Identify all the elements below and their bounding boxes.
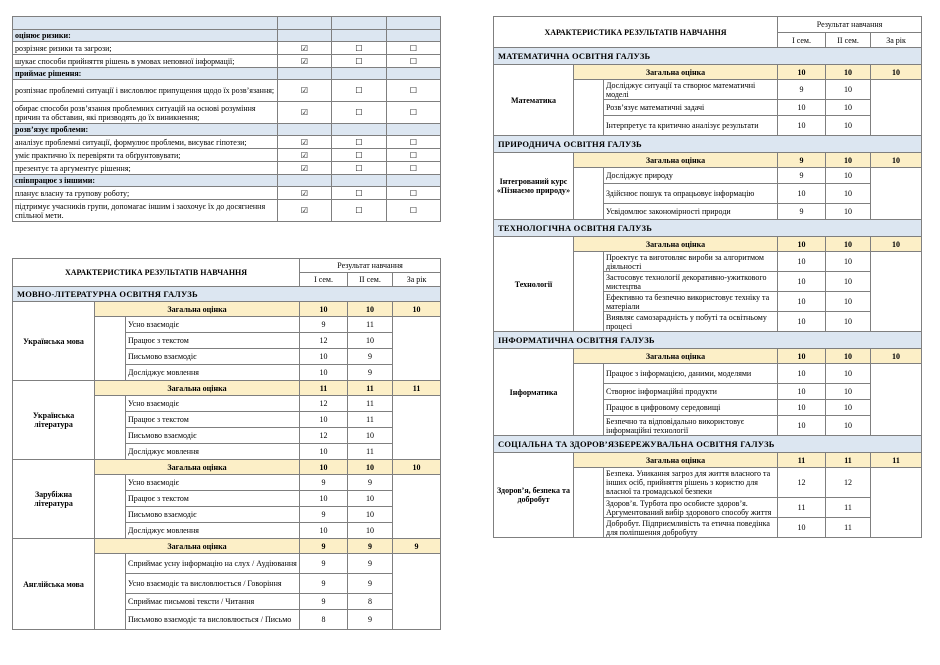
sem1-value: 12 [778,468,826,498]
subject-name: Англійська мова [13,539,95,630]
sem2-value: 10 [826,80,871,100]
general-grade-label: Загальна оцінка [574,349,778,364]
sem2-value: 9 [348,475,393,491]
sem2-value: 9 [348,349,393,365]
sem2-value: 11 [348,317,393,333]
section-blank-cell [278,175,332,187]
sem1-value: 9 [300,574,348,594]
sem2-value: 10 [826,384,871,400]
sem1-value: 10 [300,365,348,381]
competence-row [13,200,441,222]
sem1-value: 10 [778,116,826,136]
sem1-value: 10 [778,416,826,436]
general-grade-value: 10 [393,302,441,317]
year-blank-cell [393,396,441,460]
unchecked-checkbox-icon: ☐ [387,136,441,149]
domain-row [494,136,922,153]
section-blank-cell [278,30,332,42]
sem1-value: 10 [778,518,826,538]
general-grade-value: 11 [826,453,871,468]
competence-row [13,80,441,102]
domain-row [494,332,922,349]
domain-row [13,287,441,302]
unchecked-checkbox-icon: ☐ [332,42,387,55]
result-text: Працює в цифровому середовищі [604,400,778,416]
checked-checkbox-icon: ☑ [278,162,332,175]
competence-row [13,55,441,68]
sem1-value: 12 [300,428,348,444]
section-title: оцінює ризики: [13,30,278,42]
sem1-value: 12 [300,396,348,412]
sem2-value: 10 [826,100,871,116]
section-blank-cell [332,124,387,136]
result-text: Застосовує технології декоративно-ужиткового мистецтва [604,272,778,292]
sem2-value: 10 [348,333,393,349]
sem1-value: 8 [300,610,348,630]
checked-checkbox-icon: ☑ [278,149,332,162]
sem1-value: 10 [300,349,348,365]
section-row [13,124,441,136]
result-text: Письмово взаємодіє [126,507,300,523]
sem1-value: 9 [300,554,348,574]
sem1-value: 10 [300,444,348,460]
result-text: Досліджує мовлення [126,523,300,539]
competence-text: шукає способи прийняття рішень в умовах неповної інформації; [13,55,278,68]
domain-row [494,220,922,237]
sem2-value: 10 [826,292,871,312]
checked-checkbox-icon: ☑ [278,42,332,55]
general-grade-label: Загальна оцінка [574,453,778,468]
general-grade-value: 10 [871,65,922,80]
section-blank-cell [387,175,441,187]
general-grade-row [494,237,922,252]
general-grade-value: 10 [826,65,871,80]
checked-checkbox-icon: ☑ [278,187,332,200]
section-title: приймає рішення: [13,68,278,80]
general-grade-label: Загальна оцінка [95,302,300,317]
general-grade-value: 11 [393,381,441,396]
general-grade-value: 10 [871,153,922,168]
general-grade-value: 9 [393,539,441,554]
checked-checkbox-icon: ☑ [278,200,332,222]
general-grade-row [13,460,441,475]
sem1-header: І сем. [778,33,826,48]
results-group-label [574,468,604,538]
general-grade-value: 10 [778,237,826,252]
general-grade-value: 10 [826,153,871,168]
competence-row [13,149,441,162]
sem2-value: 11 [826,518,871,538]
general-grade-value: 9 [300,539,348,554]
result-text: Письмово взаємодіє [126,349,300,365]
subject-name: Технології [494,237,574,332]
sem2-value: 10 [826,416,871,436]
result-text: Працює з текстом [126,333,300,349]
subject-name: Здоров’я, безпека та добробут [494,453,574,538]
sem2-value: 10 [826,184,871,204]
sem2-value: 10 [348,428,393,444]
competence-text: презентує та аргументує рішення; [13,162,278,175]
sem1-value: 10 [300,412,348,428]
general-grade-value: 9 [348,539,393,554]
sem2-value: 10 [826,400,871,416]
result-text: Безпека. Уникання загроз для життя власного та інших осіб, прийняття рішень з користю для власної та громадської безпеки [604,468,778,498]
general-grade-value: 9 [778,153,826,168]
unchecked-checkbox-icon: ☐ [387,200,441,222]
sem1-value: 9 [300,317,348,333]
year-blank-cell [871,364,922,436]
competence-row [13,187,441,200]
domain-title: ІНФОРМАТИЧНА ОСВІТНЯ ГАЛУЗЬ [494,332,922,349]
sem2-value: 12 [826,468,871,498]
section-title: співпрацює з іншими: [13,175,278,187]
unchecked-checkbox-icon: ☐ [332,80,387,102]
sem2-value: 11 [348,412,393,428]
subject-name: Українська мова [13,302,95,381]
unchecked-checkbox-icon: ☐ [332,102,387,124]
year-blank-cell [393,554,441,630]
sem1-value: 10 [778,400,826,416]
results-header-title: ХАРАКТЕРИСТИКА РЕЗУЛЬТАТІВ НАВЧАННЯ [13,259,300,287]
year-blank-cell [871,168,922,220]
results-header-label: Результат навчання [300,259,441,273]
section-blank-cell [278,124,332,136]
sem2-value: 9 [348,610,393,630]
result-text: Досліджує мовлення [126,444,300,460]
results-table-language [12,258,441,630]
result-text: Письмово взаємодіє [126,428,300,444]
results-group-label [574,80,604,136]
sem1-value: 9 [300,507,348,523]
unchecked-checkbox-icon: ☐ [332,55,387,68]
competence-text: аналізує проблемні ситуації, формулює проблеми, висуває гіпотези; [13,136,278,149]
result-text: Працює з текстом [126,412,300,428]
sem2-value: 11 [826,498,871,518]
sem2-value: 10 [348,523,393,539]
section-blank-cell [387,68,441,80]
sem2-value: 10 [348,491,393,507]
result-text: Усно взаємодіє [126,317,300,333]
domain-title: ПРИРОДНИЧА ОСВІТНЯ ГАЛУЗЬ [494,136,922,153]
sem2-value: 11 [348,444,393,460]
header-band-cell [387,17,441,30]
competence-row [13,136,441,149]
section-title: розв’язує проблеми: [13,124,278,136]
sem1-value: 10 [778,100,826,116]
checked-checkbox-icon: ☑ [278,80,332,102]
general-grade-value: 10 [826,349,871,364]
results-group-label [574,364,604,436]
subject-name: Українська література [13,381,95,460]
result-text: Досліджує мовлення [126,365,300,381]
results-group-label [574,168,604,220]
section-row [13,175,441,187]
subject-name: Математика [494,65,574,136]
competence-text: планує власну та групову роботу; [13,187,278,200]
general-grade-value: 11 [778,453,826,468]
result-text: Усно взаємодіє [126,475,300,491]
general-grade-row [13,302,441,317]
section-row [13,68,441,80]
unchecked-checkbox-icon: ☐ [332,136,387,149]
sem1-value: 10 [778,384,826,400]
general-grade-row [13,381,441,396]
result-text: Усно взаємодіє [126,396,300,412]
year-blank-cell [871,252,922,332]
header-band [13,17,441,30]
result-text: Працює з інформацією, даними, моделями [604,364,778,384]
sem1-value: 9 [300,475,348,491]
result-text: Безпечно та відповідально використовує інформаційні технології [604,416,778,436]
general-grade-label: Загальна оцінка [574,153,778,168]
section-blank-cell [332,30,387,42]
results-header-title: ХАРАКТЕРИСТИКА РЕЗУЛЬТАТІВ НАВЧАННЯ [494,17,778,48]
sem1-value: 10 [300,491,348,507]
unchecked-checkbox-icon: ☐ [332,149,387,162]
result-text: Усно взаємодіє та висловлюється / Говоріння [126,574,300,594]
header-band-cell [13,17,278,30]
sem1-value: 11 [778,498,826,518]
general-grade-value: 10 [871,237,922,252]
competence-text: розрізняє ризики та загрози; [13,42,278,55]
result-text: Проектує та виготовляє вироби за алгоритмом діяльності [604,252,778,272]
result-text: Письмово взаємодіє та висловлюється / Письмо [126,610,300,630]
general-grade-value: 11 [300,381,348,396]
results-group-label [574,252,604,332]
unchecked-checkbox-icon: ☐ [387,42,441,55]
sem2-value: 9 [348,365,393,381]
result-text: Досліджує природу [604,168,778,184]
domain-title: СОЦІАЛЬНА ТА ЗДОРОВ’ЯЗБЕРЕЖУВАЛЬНА ОСВІТНЯ ГАЛУЗЬ [494,436,922,453]
general-grade-label: Загальна оцінка [574,65,778,80]
unchecked-checkbox-icon: ☐ [387,149,441,162]
domain-title: ТЕХНОЛОГІЧНА ОСВІТНЯ ГАЛУЗЬ [494,220,922,237]
general-grade-label: Загальна оцінка [95,539,300,554]
results-table-other [493,16,922,538]
domain-title: МОВНО-ЛІТЕРАТУРНА ОСВІТНЯ ГАЛУЗЬ [13,287,441,302]
result-text: Працює з текстом [126,491,300,507]
year-header: За рік [871,33,922,48]
sem1-value: 10 [778,312,826,332]
header-band-cell [278,17,332,30]
general-grade-value: 10 [348,460,393,475]
sem2-value: 10 [826,204,871,220]
sem2-value: 10 [826,252,871,272]
sem1-value: 10 [300,523,348,539]
domain-title: МАТЕМАТИЧНА ОСВІТНЯ ГАЛУЗЬ [494,48,922,65]
sem1-value: 9 [778,80,826,100]
general-grade-value: 10 [778,65,826,80]
result-text: Розв’язує математичні задачі [604,100,778,116]
sem1-value: 10 [778,292,826,312]
sem2-header: ІІ сем. [348,273,393,287]
results-header-label: Результат навчання [778,17,922,33]
result-text: Інтерпретує та критично аналізує результати [604,116,778,136]
result-text: Усвідомлює закономірності природи [604,204,778,220]
general-grade-value: 10 [300,460,348,475]
competence-table [12,16,441,222]
year-blank-cell [393,317,441,381]
competence-text: розпізнає проблемні ситуації і висловлює припущення щодо їх розв’язання; [13,80,278,102]
results-group-label [95,317,126,381]
section-blank-cell [387,30,441,42]
year-blank-cell [871,80,922,136]
result-text: Досліджує ситуації та створює математичні моделі [604,80,778,100]
year-blank-cell [871,468,922,538]
unchecked-checkbox-icon: ☐ [387,55,441,68]
section-blank-cell [332,68,387,80]
general-grade-row [494,349,922,364]
unchecked-checkbox-icon: ☐ [387,187,441,200]
competence-row [13,102,441,124]
year-header: За рік [393,273,441,287]
sem2-value: 11 [348,396,393,412]
sem2-value: 10 [826,116,871,136]
result-text: Сприймає письмові тексти / Читання [126,594,300,610]
general-grade-value: 10 [348,302,393,317]
general-grade-row [494,153,922,168]
sem1-value: 10 [778,272,826,292]
competence-text: уміє практично їх перевіряти та обґрунтовувати; [13,149,278,162]
general-grade-value: 10 [826,237,871,252]
results-group-label [95,475,126,539]
sem2-value: 10 [826,168,871,184]
general-grade-label: Загальна оцінка [574,237,778,252]
general-grade-value: 11 [348,381,393,396]
checked-checkbox-icon: ☑ [278,55,332,68]
sem2-header: ІІ сем. [826,33,871,48]
sem1-header: І сем. [300,273,348,287]
sem2-value: 10 [826,364,871,384]
sem1-value: 12 [300,333,348,349]
general-grade-row [494,65,922,80]
subject-name: Інтегрований курс «Пізнаємо природу» [494,153,574,220]
unchecked-checkbox-icon: ☐ [332,162,387,175]
checked-checkbox-icon: ☑ [278,136,332,149]
unchecked-checkbox-icon: ☐ [387,102,441,124]
competence-row [13,42,441,55]
unchecked-checkbox-icon: ☐ [332,187,387,200]
unchecked-checkbox-icon: ☐ [387,80,441,102]
sem2-value: 9 [348,574,393,594]
general-grade-value: 10 [871,349,922,364]
result-text: Здоров’я. Турбота про особисте здоров’я. Аргументований вибір здорового способу життя [604,498,778,518]
result-text: Виявляє самозарадність у побуті та освітньому процесі [604,312,778,332]
sem1-value: 9 [778,168,826,184]
results-group-label [95,554,126,630]
header-band-cell [332,17,387,30]
general-grade-row [13,539,441,554]
sem1-value: 10 [778,252,826,272]
general-grade-row [494,453,922,468]
section-blank-cell [332,175,387,187]
sem2-value: 8 [348,594,393,610]
subject-name: Інформатика [494,349,574,436]
sem1-value: 10 [778,364,826,384]
result-text: Добробут. Підприємливість та етична поведінка для поліпшення добробуту [604,518,778,538]
general-grade-value: 10 [300,302,348,317]
unchecked-checkbox-icon: ☐ [387,162,441,175]
year-blank-cell [393,475,441,539]
section-row [13,30,441,42]
result-text: Ефективно та безпечно використовує техніку та матеріали [604,292,778,312]
sem1-value: 9 [300,594,348,610]
checked-checkbox-icon: ☑ [278,102,332,124]
competence-text: підтримує учасників групи, допомагає іншим і заохочує їх до досягнення спільної мети. [13,200,278,222]
section-blank-cell [278,68,332,80]
results-group-label [95,396,126,460]
domain-row [494,48,922,65]
unchecked-checkbox-icon: ☐ [332,200,387,222]
section-blank-cell [387,124,441,136]
general-grade-label: Загальна оцінка [95,460,300,475]
result-text: Сприймає усну інформацію на слух / Аудіювання [126,554,300,574]
subject-name: Зарубіжна література [13,460,95,539]
result-text: Створює інформаційні продукти [604,384,778,400]
sem2-value: 9 [348,554,393,574]
sem2-value: 10 [826,312,871,332]
sem2-value: 10 [348,507,393,523]
general-grade-value: 11 [871,453,922,468]
general-grade-label: Загальна оцінка [95,381,300,396]
result-text: Здійснює пошук та опрацьовує інформацію [604,184,778,204]
sem2-value: 10 [826,272,871,292]
sem1-value: 9 [778,204,826,220]
domain-row [494,436,922,453]
sem1-value: 10 [778,184,826,204]
competence-row [13,162,441,175]
general-grade-value: 10 [393,460,441,475]
general-grade-value: 10 [778,349,826,364]
competence-text: обирає способи розв’язання проблемних ситуацій на основі розуміння причин та обставин, які призводять до їх виникнення; [13,102,278,124]
